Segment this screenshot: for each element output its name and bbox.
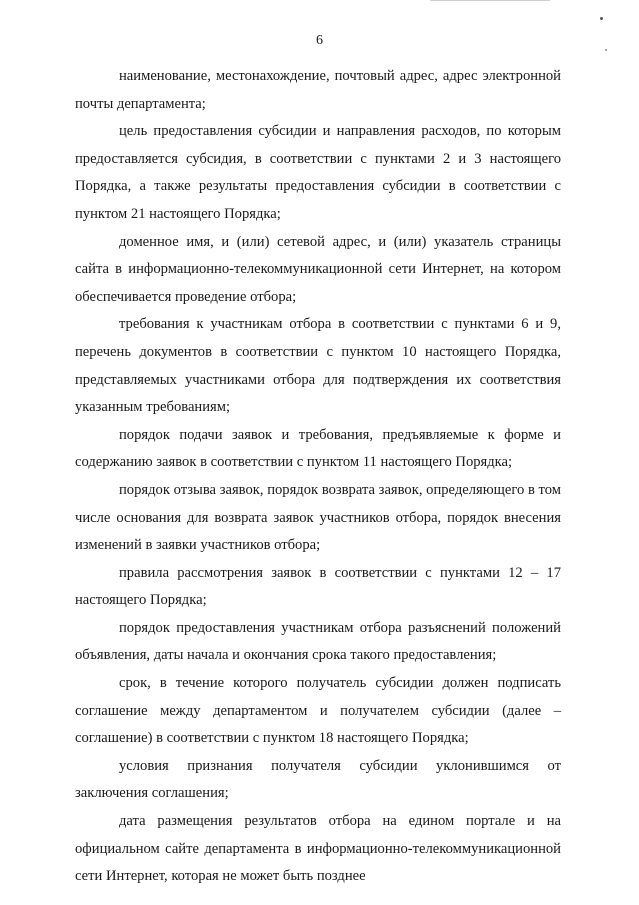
paragraph-application-procedure: порядок подачи заявок и требования, предъявляемые к форме и содержанию заявок в соответствии с пунктом 11 настоящего Порядка;	[75, 426, 561, 471]
scan-speck	[605, 49, 607, 51]
paragraph-domain-name: доменное имя, и (или) сетевой адрес, и (или) указатель страницы сайта в информационно-телекоммуникационной сети Интернет, на котором обеспечивается проведение отбора;	[75, 233, 561, 305]
paragraph-agreement-term: срок, в течение которого получатель субсидии должен подписать соглашение между департаментом и получателем субсидии (далее – соглашение) в соответствии с пунктом 18 настоящего Порядка;	[75, 675, 561, 747]
paragraph-clarifications: порядок предоставления участникам отбора разъяснений положений объявления, даты начала и окончания срока такого предоставления;	[75, 619, 561, 664]
scan-speck	[600, 17, 603, 20]
paragraph-withdrawal-procedure: порядок отзыва заявок, порядок возврата заявок, определяющего в том числе основания для возврата заявок участников отбора, порядок внесения изменений в заявки участников отбора;	[75, 481, 561, 554]
page-number: 6	[316, 33, 323, 48]
paragraph-participant-requirements: требования к участникам отбора в соответствии с пунктами 6 и 9, перечень документов в соответствии с пунктом 10 настоящего Порядка, представляемых участниками отбора для подтверждения их соответствия указанным требованиям;	[75, 316, 561, 416]
scan-edge-mark	[430, 0, 550, 4]
paragraph-review-rules: правила рассмотрения заявок в соответствии с пунктами 12 – 17 настоящего Порядка;	[75, 564, 561, 609]
body-text	[75, 63, 561, 891]
paragraph-name-address: наименование, местонахождение, почтовый адрес, адрес электронной почты департамента;	[75, 68, 561, 112]
paragraph-evasion-conditions: условия признания получателя субсидии уклонившимся от заключения соглашения;	[75, 757, 561, 802]
paragraph-purpose: цель предоставления субсидии и направления расходов, по которым предоставляется субсидия, в соответствии с пунктами 2 и 3 настоящего Порядка, а также результаты предоставления субсидии в соответствии с пунктом 21 настоящего Порядка;	[75, 123, 561, 222]
paragraph-results-date: дата размещения результатов отбора на едином портале и на официальном сайте департамента в информационно-телекоммуникационной сети Интернет, которая не может быть позднее	[75, 813, 561, 885]
